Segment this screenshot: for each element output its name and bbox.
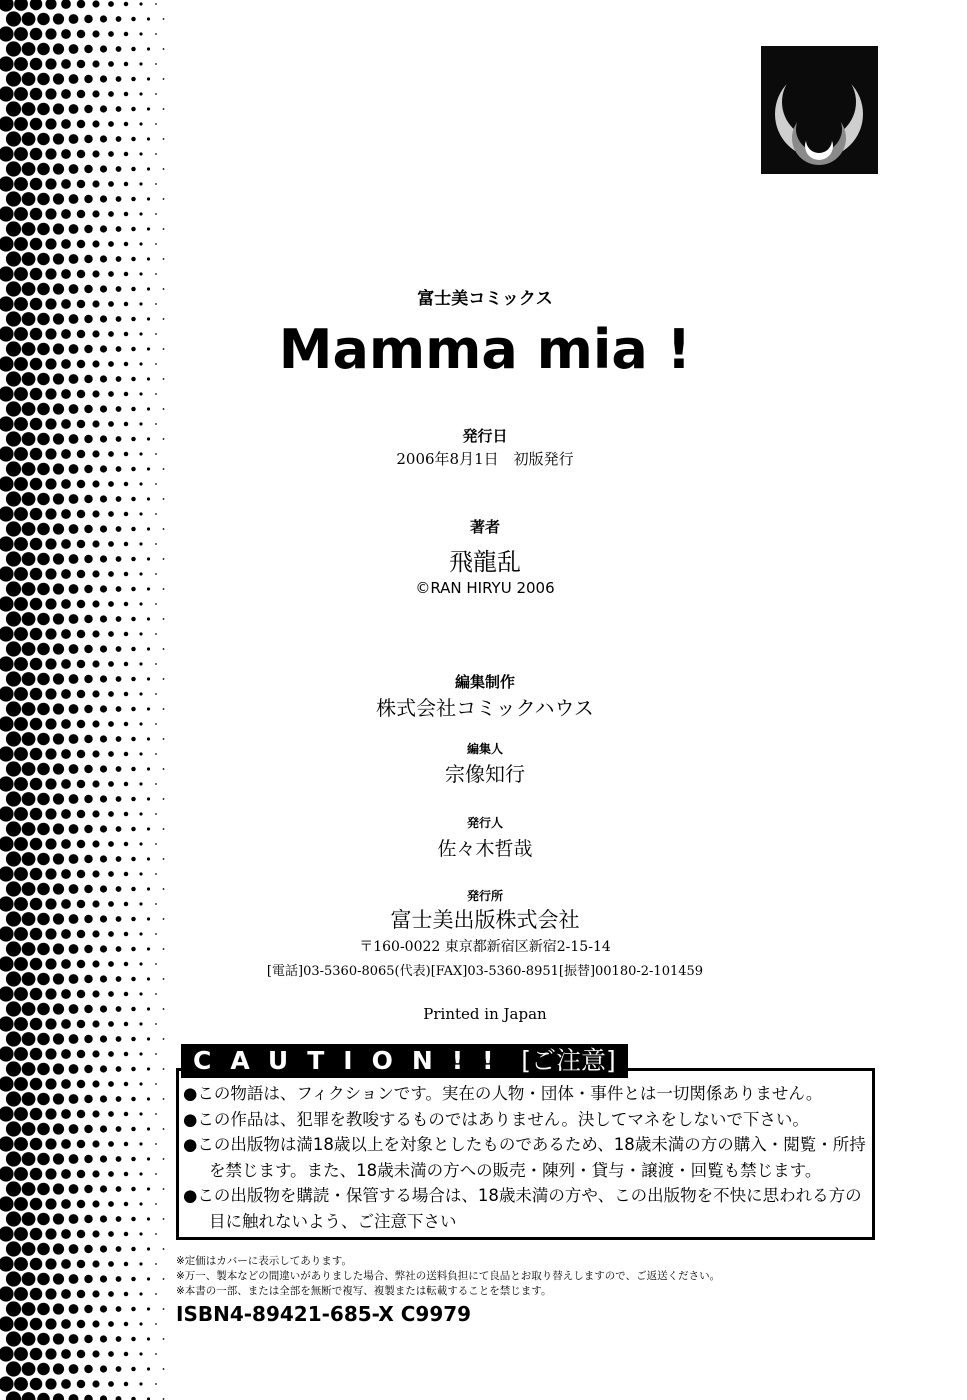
author-heading: 著者 — [469, 518, 500, 536]
publishing-house: 富士美出版株式会社 — [390, 908, 580, 932]
caution-box — [176, 1068, 875, 1240]
copyright-notice: ©RAN HIRYU 2006 — [415, 579, 555, 597]
caution-line: 目に触れないよう、ご注意下さい — [209, 1211, 457, 1231]
editor-name: 宗像知行 — [445, 762, 525, 786]
note-line: ※万一、製本などの間違いがありました場合、弊社の送料負担にて良品とお取り替えしますので、ご返送ください。 — [176, 1270, 721, 1282]
isbn: ISBN4-89421-685-X C9979 — [176, 1302, 472, 1326]
notes — [176, 1254, 720, 1299]
caution-line: ●この作品は、犯罪を教唆するものではありません。決してマネをしないで下さい。 — [183, 1109, 809, 1129]
contact-numbers: [電話]03-5360-8065(代表)[FAX]03-5360-8951[振替]00180-2-101459 — [266, 964, 704, 979]
address: 〒160-0022 東京都新宿区新宿2-15-14 — [359, 939, 611, 955]
publisher-name: 佐々木哲哉 — [437, 838, 533, 860]
caution-line: ●この出版物を購読・保管する場合は、18歳未満の方や、この出版物を不快に思われる方の — [183, 1186, 862, 1205]
printed-in: Printed in Japan — [423, 1005, 547, 1023]
crescent-moon-emblem-icon — [761, 46, 878, 174]
author-name: 飛龍乱 — [449, 548, 521, 576]
production-company: 株式会社コミックハウス — [376, 696, 594, 720]
publishing-house-heading: 発行所 — [466, 889, 503, 903]
halftone-dot-border — [0, 0, 170, 1400]
caution-title: CAUTION!! — [193, 1046, 513, 1075]
caution-title-ja: [ご注意] — [521, 1046, 616, 1075]
production-heading: 編集制作 — [454, 673, 515, 691]
imprint-label: 富士美コミックス — [417, 289, 553, 309]
caution-line: ●この物語は、フィクションです。実在の人物・団体・事件とは一切関係ありません。 — [183, 1084, 823, 1103]
publisher-heading: 発行人 — [466, 816, 503, 830]
caution-line: ●この出版物は満18歳以上を対象としたものであるため、18歳未満の方の購入・閲覧・所持 — [183, 1135, 866, 1154]
publication-date: 2006年8月1日 初版発行 — [396, 450, 574, 468]
caution-line: を禁じます。また、18歳未満の方への販売・陳列・貸与・譲渡・回覧も禁じます。 — [209, 1160, 822, 1180]
editor-heading: 編集人 — [466, 742, 503, 756]
note-line: ※定価はカバーに表示してあります。 — [176, 1255, 352, 1267]
caution-heading — [181, 1044, 628, 1078]
publication-date-heading: 発行日 — [462, 427, 508, 445]
book-title: Mamma mia ! — [278, 318, 692, 381]
note-line: ※本書の一部、または全部を無断で複写、複製または転載することを禁じます。 — [176, 1285, 552, 1297]
